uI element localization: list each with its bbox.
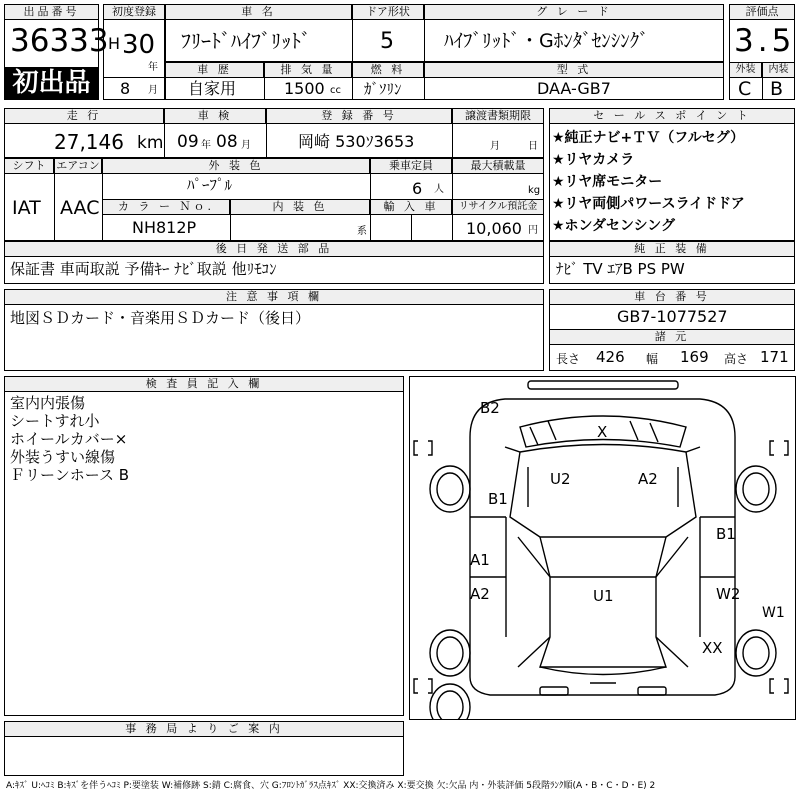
sales-point-item: ★リヤ両側パワースライドドア	[552, 196, 745, 212]
damage-mark: U2	[550, 470, 571, 488]
score-value: 3.5	[734, 23, 796, 59]
width-value: 169	[680, 348, 709, 366]
transfer-month-unit: 月	[490, 141, 500, 152]
doors-label: ドア形状	[352, 4, 424, 20]
notes-label: 注 意 事 項 欄	[4, 289, 544, 305]
damage-mark: W1	[762, 605, 785, 621]
history-value: 自家用	[188, 79, 237, 98]
vehicle-damage-diagram	[409, 376, 796, 720]
color-number-label: カ ラ ー Ｎｏ.	[102, 199, 230, 215]
inspection-month: 08	[216, 132, 238, 152]
registration-number: 岡崎 530ｿ3653	[298, 132, 415, 151]
fuel-value: ｶﾞｿﾘﾝ	[364, 80, 402, 98]
model-code: DAA-GB7	[537, 79, 611, 98]
model-code-label: 型 式	[424, 62, 724, 78]
exterior-grade-label: 外装	[729, 62, 762, 78]
inspector-line: 外装うすい線傷	[10, 448, 116, 466]
chassis-label: 車 台 番 号	[549, 289, 795, 305]
fuel-label: 燃 料	[352, 62, 424, 78]
damage-mark: X	[597, 423, 608, 441]
sales-point-item: ★リヤカメラ	[552, 152, 635, 168]
aircon-value: AAC	[60, 197, 100, 219]
registration-number-label: 登 録 番 号	[266, 108, 452, 124]
sales-points-label: セ ー ル ス ポ イ ン ト	[549, 108, 795, 124]
model-name: ﾌﾘｰﾄﾞﾊｲﾌﾞﾘｯﾄﾞ	[181, 29, 311, 53]
recycle-fee: 10,060	[466, 219, 522, 238]
lot-number: 36333	[10, 23, 109, 59]
era: H	[108, 34, 121, 53]
equipment-label: 純 正 装 備	[549, 241, 795, 257]
damage-mark: XX	[702, 639, 723, 657]
later-items-label: 後 日 発 送 部 品	[4, 241, 544, 257]
exterior-grade: C	[738, 78, 752, 100]
inspector-line: 室内内張傷	[10, 394, 86, 412]
transfer-day-unit: 日	[528, 141, 538, 152]
recycle-fee-unit: 円	[528, 225, 538, 236]
sales-point-item: ★リヤ席モニター	[552, 174, 663, 190]
mileage-label: 走 行	[4, 108, 164, 124]
inspector-line: シートすれ小	[10, 412, 100, 430]
capacity-label: 乗車定員	[370, 158, 452, 174]
first-listing-badge: 初出品	[5, 67, 98, 99]
inspection-label: 車 検	[164, 108, 266, 124]
history-label: 車 歴	[165, 62, 264, 78]
aircon-label: エアコン	[54, 158, 102, 174]
damage-mark: A1	[470, 551, 490, 569]
sales-point-item: ★ホンダセンシング	[552, 218, 676, 234]
shift-value: IAT	[12, 197, 41, 219]
office-label: 事 務 局 よ り ご 案 内	[4, 721, 404, 737]
import-label: 輸 入 車	[370, 199, 452, 215]
capacity-value: 6	[412, 179, 423, 198]
max-load-label: 最大積載量	[452, 158, 544, 174]
registration-year: 30	[122, 30, 156, 60]
damage-mark: A2	[470, 585, 490, 603]
length-label: 長さ	[556, 352, 581, 366]
interior-color-unit: 系	[357, 226, 367, 237]
grade-label: グ レ ー ド	[424, 4, 724, 20]
month-unit: 月	[148, 85, 158, 96]
damage-mark: B1	[488, 490, 508, 508]
exterior-color-label: 外 装 色	[102, 158, 370, 174]
exterior-color: ﾊﾟｰﾌﾟﾙ	[187, 176, 233, 194]
transfer-deadline-label: 譲渡書類期限	[452, 108, 544, 124]
grade-value: ﾊｲﾌﾞﾘｯﾄﾞ・Gﾎﾝﾀﾞｾﾝｼﾝｸﾞ	[444, 30, 649, 52]
inspection-month-unit: 月	[241, 140, 251, 151]
displacement-unit: cc	[330, 85, 341, 96]
inspector-line: ホイールカバー×	[10, 430, 128, 448]
inspection-year: 09	[177, 132, 199, 152]
capacity-unit: 人	[434, 184, 444, 195]
interior-grade-label: 内装	[762, 62, 795, 78]
damage-mark: W2	[716, 585, 741, 603]
damage-mark: B1	[716, 525, 736, 543]
inspector-line: Ｆリーンホース B	[10, 466, 130, 484]
interior-color-label: 内 装 色	[230, 199, 370, 215]
damage-mark: U1	[593, 587, 614, 605]
inspector-label: 検 査 員 記 入 欄	[4, 376, 404, 392]
doors-value: 5	[380, 29, 394, 54]
inspection-year-unit: 年	[201, 140, 211, 151]
notes-value: 地図ＳＤカード・音楽用ＳＤカード（後日）	[10, 309, 311, 327]
score-label: 評価点	[729, 4, 795, 20]
height-label: 高さ	[724, 352, 749, 366]
max-load-unit: kg	[528, 185, 541, 196]
dimensions-label: 諸 元	[549, 329, 795, 345]
first-registration-label: 初度登録	[103, 4, 165, 20]
color-number: NH812P	[132, 218, 197, 237]
displacement-label: 排 気 量	[264, 62, 352, 78]
shift-label: シフト	[4, 158, 54, 174]
lot-number-label: 出品番号	[4, 4, 99, 20]
legend-text: A:ｷｽﾞ U:ﾍｺﾐ B:ｷｽﾞを伴うﾍｺﾐ P:要塗装 W:補修跡 S:錆 C:腐食、穴 G:ﾌﾛﾝﾄｶﾞﾗｽ点ｷｽﾞ XX:交換済み X:要交換 欠:欠品 内・外装評価 5段階ﾗﾝｸ順(A・B・C・D・E) 2	[6, 781, 656, 791]
interior-grade: B	[770, 78, 784, 100]
recycle-fee-label: リサイクル預託金	[452, 199, 544, 215]
registration-month: 8	[120, 79, 131, 98]
height-value: 171	[760, 348, 789, 366]
mileage-value: 27,146	[54, 130, 124, 154]
chassis-number: GB7-1077527	[617, 307, 728, 326]
length-value: 426	[596, 348, 625, 366]
width-label: 幅	[646, 352, 659, 366]
mileage-unit: km	[137, 133, 164, 153]
sales-point-item: ★純正ナビ+ＴＶ（フルセグ）	[552, 130, 745, 146]
year-unit: 年	[148, 62, 158, 73]
damage-mark: A2	[638, 470, 658, 488]
model-name-label: 車 名	[165, 4, 352, 20]
displacement-value: 1500	[284, 79, 325, 98]
equipment-value: ﾅﾋﾞ TV ｴｱB PS PW	[556, 260, 685, 278]
damage-mark: B2	[480, 399, 500, 417]
later-items-value: 保証書 車両取説 予備ｷｰ ﾅﾋﾞ取説 他ﾘﾓｺﾝ	[10, 260, 277, 278]
